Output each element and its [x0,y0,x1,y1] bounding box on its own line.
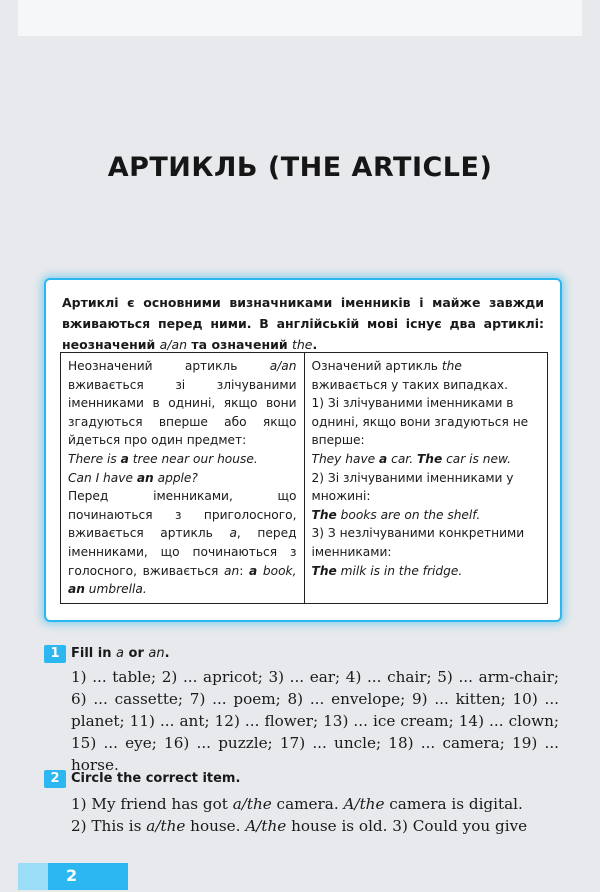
indef-example-1: There is a tree near our house. [68,451,258,466]
intro-end: . [312,337,318,352]
exercise-2-text: 1) My friend has got a/the camera. A/the camera is digital. 2) This is a/the house. A/the house is old. 3) Could you give [71,795,528,835]
page-number-bar [18,863,128,890]
page-bar-stripe [18,863,48,890]
def-rule-2: 2) Зі злічуваними іменниками у множині: [311,470,514,504]
rule-table [60,352,548,604]
def-example-1: They have a car. The car is new. [311,451,512,466]
page-number: 2 [66,866,78,885]
def-rule: Означений артикль the вживається у таких випадках. [311,359,509,392]
top-bar [18,0,582,36]
intro-main: Артиклі є основними визначниками іменників і майже завжди вживаються перед ними. В англійській мові існує два артиклі: неозначений [62,295,544,352]
exercise-1-number: 1 [44,645,66,663]
indef-example-2: Can I have an apple? [68,470,198,485]
intro-mid: та означений [187,337,292,352]
exercise-2-title: Circle the correct item. [71,771,241,786]
intro-text [62,292,544,355]
intro-indef: a/an [159,337,188,352]
def-rule-1: 1) Зі злічуваними іменниками в однині, якщо вони згадуються не вперше: [311,396,529,448]
indef-rule-2: Перед іменниками, що починаються з приголосного, вживається артикль a, перед іменниками, що починаються з голосного, вживається an: a book, an umbrella. [68,489,297,597]
exercise-2-number: 2 [44,770,66,788]
definite-column [305,353,548,603]
def-rule-3: 3) З незлічуваними конкретними іменниками: [311,526,525,559]
def-example-2: The books are on the shelf. [311,507,481,522]
indefinite-column [61,353,305,603]
intro-def: the [291,337,313,352]
exercise-1-title: Fill in a or an. [71,646,170,661]
page-title: АРТИКЛЬ (THE ARTICLE) [107,152,493,183]
rule-box [44,278,562,622]
indef-rule: Неозначений артикль a/an вживається зі злічуваними іменниками в однині, якщо вони згадуються вперше або якщо йдеться про один предмет: [68,359,297,448]
def-example-3: The milk is in the fridge. [311,563,463,578]
exercise-1-text: 1) ... table; 2) ... apricot; 3) ... ear; 4) ... chair; 5) ... arm-chair; 6) ... cassette; 7) ... poem; 8) ... envelope; 9) ... kitten; 10) ... planet; 11) ... ant; 12) ... flower; 13) ... ice cream; 14) ... clown; 15) ... eye; 16) ... puzzle; 17) ... uncle; 18) ... camera; 19) ... horse. [71,668,559,774]
